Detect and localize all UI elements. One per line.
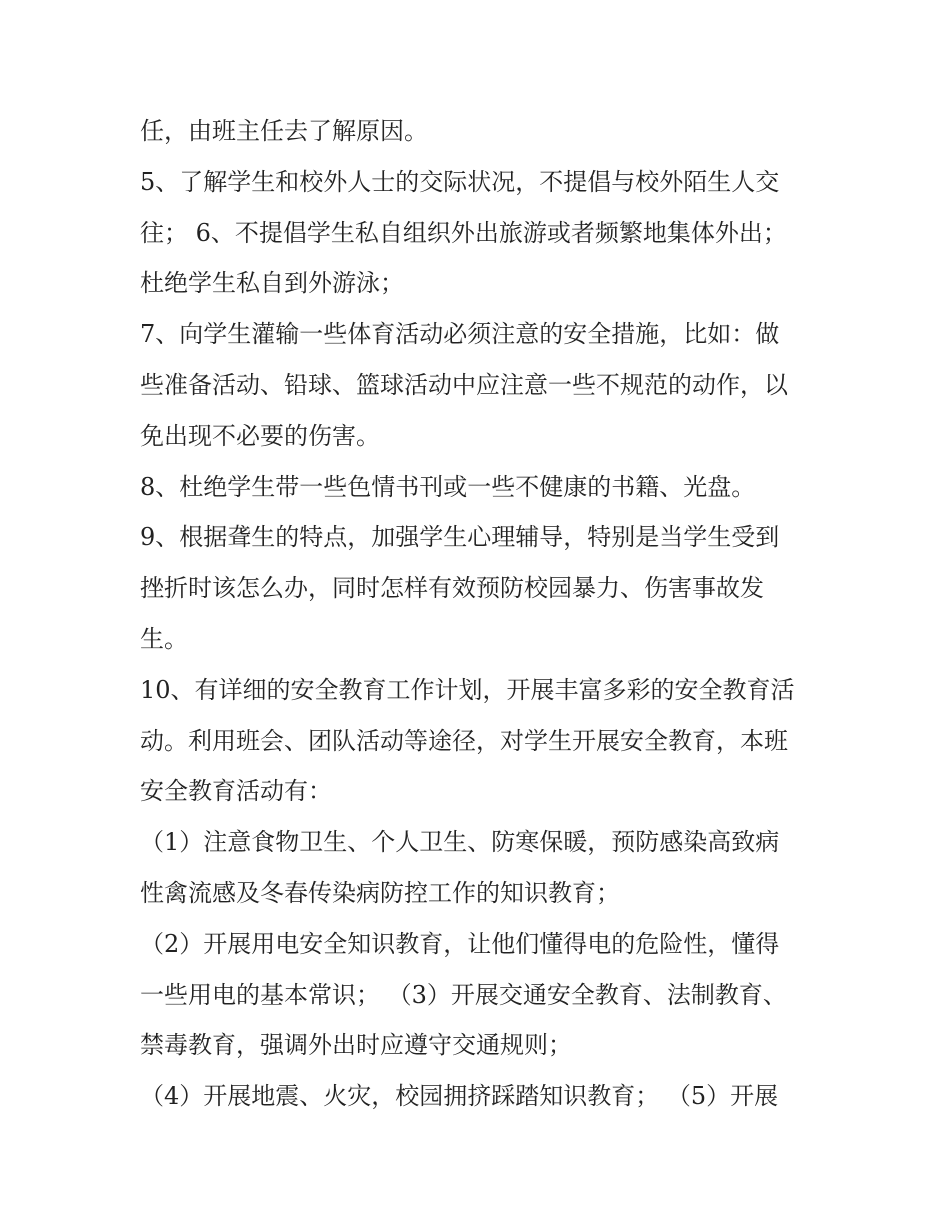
text-line: 7、向学生灌输一些体育活动必须注意的安全措施，比如：做 [140, 320, 780, 349]
text-line: 杜绝学生私自到外游泳； [140, 269, 404, 298]
document-body [140, 106, 830, 1122]
text-line: 些准备活动、铅球、篮球活动中应注意一些不规范的动作，以 [140, 370, 788, 399]
text-line: （1）注意食物卫生、个人卫生、防寒保暖，预防感染高致病 [140, 828, 780, 857]
text-line: 性禽流感及冬春传染病防控工作的知识教育； [140, 878, 620, 907]
text-line: 9、根据聋生的特点，加强学生心理辅导，特别是当学生受到 [140, 523, 780, 552]
text-line: 生。 [140, 624, 188, 653]
text-line: （4）开展地震、火灾，校园拥挤踩踏知识教育； （5）开展 [140, 1082, 779, 1111]
text-line: 5、了解学生和校外人士的交际状况，不提倡与校外陌生人交 [140, 167, 780, 196]
text-line: 安全教育活动有： [140, 777, 332, 806]
text-line: 一些用电的基本常识； （3）开展交通安全教育、法制教育、 [140, 980, 787, 1009]
text-line: 10、有详细的安全教育工作计划，开展丰富多彩的安全教育活 [140, 675, 795, 704]
text-line: 禁毒教育，强调外出时应遵守交通规则； [140, 1031, 572, 1060]
text-line: 任，由班主任去了解原因。 [140, 117, 428, 145]
text-line: 挫折时该怎么办，同时怎样有效预防校园暴力、伤害事故发 [140, 574, 764, 603]
text-line: （2）开展用电安全知识教育，让他们懂得电的危险性，懂得 [140, 929, 780, 958]
text-line: 往； 6、不提倡学生私自组织外出旅游或者频繁地集体外出； [140, 218, 787, 247]
text-line: 动。利用班会、团队活动等途径，对学生开展安全教育，本班 [140, 726, 788, 755]
text-line: 8、杜绝学生带一些色情书刊或一些不健康的书籍、光盘。 [140, 472, 756, 501]
text-line: 免出现不必要的伤害。 [140, 421, 380, 450]
